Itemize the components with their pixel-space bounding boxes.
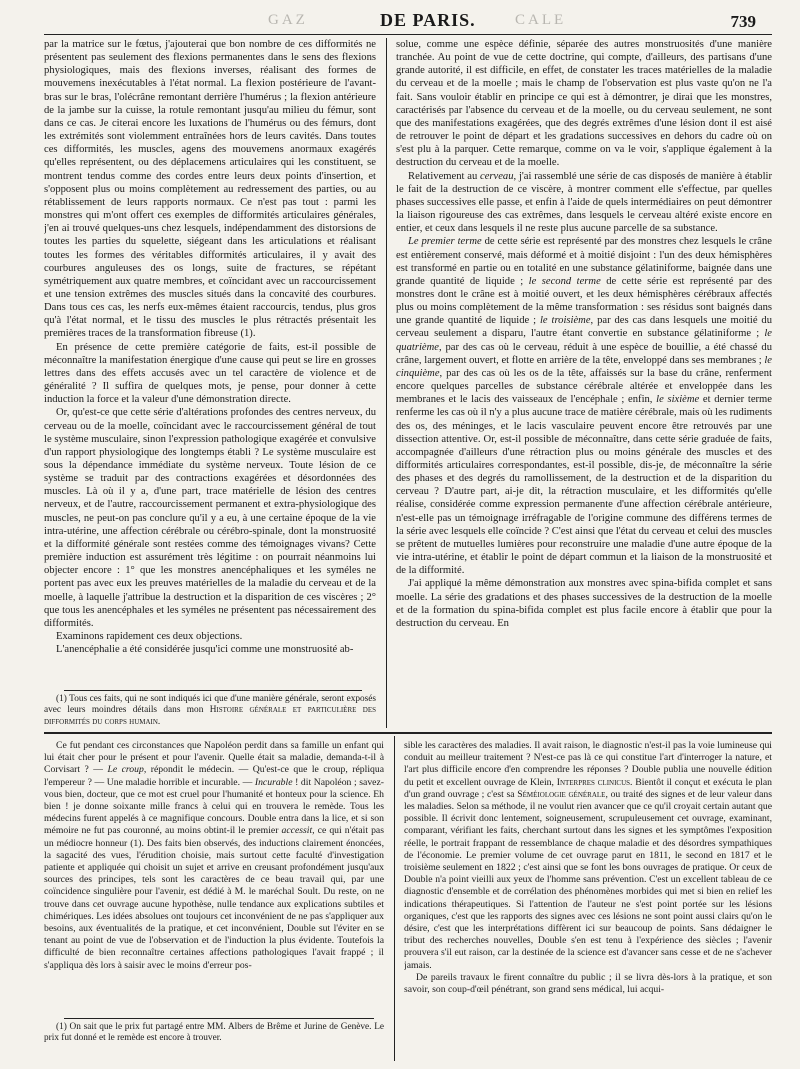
text-run: de cette série est représenté par des monstres chez lesquels le crâne est entièrement conservé, mais déformé et à moitié disjoint : l'un des deux hémisphères est transformé en partie ou en totalité en une substance gélatiniforme, baignée dans une grande quantité de liquide ; bbox=[396, 236, 772, 287]
paragraph: par la matrice sur le fœtus, j'ajouterai que bon nombre de ces difformités ne présentent pas seulement des flexions permanentes dans le sens des flexions physiologiques, mais des flexions inverses, réalisant des formes de mouvemens inexécutables à l'état normal. La flexion postérieure de l'avant-bras sur le bras, l'olécrâne remontant derrière l'humérus ; la flexion antérieure de la jambe sur la cuisse, la rotule remontant jusqu'au milieu du fémur, sont dans ce cas. Je citerai encore les luxations de l'humérus ou des fémurs, dont les extrémités sont violemment entraînées hors de leurs cavités. Dans toutes ces difformités, les muscles, agens des mouvemens anormaux exagérés qu'elles représentent, ou des déplacemens articulaires qui les constituent, se montrent tendus comme des cordes entre leurs deux points d'insertion, et s'opposent plus ou moins complètement au redressement des parties, ou au rétablissement de leurs rapports normaux. Ce n'est pas tout : parmi les monstres qui m'ont offert ces exemples de difformités articulaires générales, j'en ai trouvé quelques-uns chez lesquels, indépendamment des distorsions de toutes les parties du squelette, siégeant dans les articulations et réalisant toutes les formes des véritables difformités articulaires, il y avait des courbures anguleuses des os longs, suite de fractures, se répétant symétriquement aux quatre membres, et coïncidant avec un raccourcissement et une tension extrêmes des muscles situés dans la concavité des courbures. Dans tous ces cas, les nerfs eux-mêmes étaient raccourcis, tendus, plus gros qu'à l'état normal, et le tissu des muscles le plus rétractés présentait les premières traces de la transformation fibreuse (1). bbox=[44, 39, 376, 340]
text-run: , par des cas dans lesquels une moitié du cerveau seulement a disparu, l'autre étant convertie en substance gélatiniforme ; bbox=[396, 315, 772, 340]
running-head-ghost-left: GAZ bbox=[268, 12, 308, 28]
text-run: sible les caractères des maladies. Il avait raison, le diagnostic n'est-il pas la voie lumineuse qui conduit au meilleur traitement ? N'est-ce pas là ce qui constitue l'art d'interroger la nature, et l'art plus difficile encore d'en comprendre les réponses ? Double publia une nouvelle édition du petit et excellent ouvrage de Klein, bbox=[404, 740, 772, 788]
emphasis: accessit bbox=[281, 825, 313, 837]
lower-right-column bbox=[404, 740, 772, 1062]
paragraph: De pareils travaux le firent connaître du public ; il se livra dès-lors à la pratique, et son savoir, son coup-d'œil pénétrant, son grand sens médical, lui acqui- bbox=[404, 971, 772, 996]
upper-left-column bbox=[44, 38, 376, 688]
footnote-text: (1) Tous ces faits, qui ne sont indiqués ici que d'une manière générale, seront exposés avec leurs moindres détails dans mon bbox=[44, 694, 376, 716]
paragraph: J'ai appliqué la même démonstration aux monstres avec spina-bifida complet et sans moelle. La série des gradations et des phases successives de la destruction de la moelle et de la formation du spina-bifida complet est plus facile encore à établir que pour la destruction du cerveau. En bbox=[396, 578, 772, 629]
header-rule bbox=[44, 34, 772, 35]
footnote bbox=[44, 694, 376, 728]
text-run: . Bientôt il conçut et exécuta le plan d'un grand ouvrage ; c'est sa bbox=[404, 776, 772, 800]
paragraph bbox=[404, 740, 772, 972]
page-number: 739 bbox=[730, 12, 756, 31]
text-run: , par des cas où le cerveau, réduit à une espèce de bouillie, a été chassé du crâne, largement ouvert, et flotte en arrière de la tête, enveloppé dans ses membranes ; bbox=[396, 341, 772, 366]
paragraph: solue, comme une espèce définie, séparée des autres monstruosités d'une manière tranchée. Au point de vue de cette doctrine, qui compte, d'ailleurs, des partisans d'une grande autorité, il est difficile, en effet, de constater les traces matérielles de la maladie du cerveau et de la moelle ; mais le champ de l'observation est plus vaste qu'on ne l'a fait. Sans vouloir établir en principe ce qui est à démontrer, je dirai que les monstres, caractérisés par l'absence du cerveau et de la moelle, ou du cerveau seulement, ne sont que des manifestations exagérées, que des degrés extrêmes d'une lésion dont il est aisé de retrouver le point de départ et les gradations successives en dehors du cadre où on s'est plu à la parquer. Cette remarque, comme on va le voir, s'applique également à la destruction du cerveau et de la moelle. bbox=[396, 39, 772, 169]
upper-footnote-rule bbox=[64, 690, 362, 691]
upper-left-footnote bbox=[44, 694, 376, 730]
text-run: de cette série est représenté par des monstres dont le crâne est à moitié ouvert, et les deux hémisphères cérébraux affectés plus ou moins complètement de la même transformation : ses résidus sont baignés dans une grande quantité de liquide ; bbox=[396, 275, 772, 327]
paragraph bbox=[396, 235, 772, 577]
emphasis: le sixième bbox=[656, 394, 700, 406]
emphasis: le second terme bbox=[528, 275, 601, 287]
text-run: , par des cas où les os de la tête, affaissés sur la base du crâne, renferment encore quelques parcelles de substance cérébrale altérée et enveloppée dans les membranes et le lacis des vaisseaux de l'encéphale ; enfin, bbox=[396, 367, 772, 406]
footnote: (1) On sait que le prix fut partagé entre MM. Albers de Brême et Jurine de Genève. Le prix fut donné et le remède est encore à trouver. bbox=[44, 1022, 384, 1044]
book-title: Séméiologie générale bbox=[517, 788, 606, 800]
paragraph bbox=[44, 740, 384, 972]
emphasis: le cinquième bbox=[396, 354, 772, 379]
upper-column-divider bbox=[386, 38, 387, 728]
lower-footnote-rule bbox=[64, 1018, 374, 1019]
paragraph: En présence de cette première catégorie de faits, est-il possible de méconnaître la manifestation énergique d'une cause qui peut se lire en grosses lettres dans des effets accusés avec un tel caractère de violence et de généralité ? Il suffira de quelques mots, je pense, pour donner à cette induction la force et la valeur d'une démonstration directe. bbox=[44, 341, 376, 406]
emphasis: Incurable bbox=[254, 776, 293, 788]
text-run: , répondit le médecin. — Qu'est-ce que le croup, répliqua l'empereur ? — Une maladie horrible et incurable. — bbox=[44, 764, 384, 788]
footnote-book-title: Histoire générale et particulière des difformités du corps humain. bbox=[44, 705, 376, 727]
upper-right-column bbox=[396, 38, 772, 728]
text-run: Ce fut pendant ces circonstances que Napoléon perdit dans sa famille un enfant qui lui était cher pour le présent et pour l'avenir. Quelle était sa maladie, demanda-t-il à Corvisart ? — bbox=[44, 740, 384, 776]
running-head-title: DE PARIS. bbox=[380, 10, 476, 30]
text-run: ! dit Napoléon ; savez-vous bien, docteur, que ce mot est cruel pour l'humanité et honteux pour la science. Eh bien ! je donne soixante mille francs à celui qui en trouvera le remède. Tous les médecins furent appelés à ce magnifique concours. Double entra dans la lice, et si son mémoire ne fut pas couronné, au moins obtint-il le premier bbox=[44, 776, 384, 837]
emphasis: cerveau bbox=[480, 170, 514, 182]
emphasis: Le croup bbox=[107, 764, 144, 776]
lower-left-column bbox=[44, 740, 384, 1014]
emphasis: Le premier terme bbox=[408, 236, 482, 248]
book-title: Interpres clinicus bbox=[556, 776, 631, 788]
paragraph: Or, qu'est-ce que cette série d'altérations profondes des centres nerveux, du cerveau ou de la moelle, coïncidant avec le raccourcissement général de tout le système musculaire, sinon l'expression pathologique exagérée et convulsive d'un rapport physiologique des longtemps établi ? Le système musculaire est sous la dépendance immédiate du système nerveux. Toute lésion de ce système se traduit par des contractions exagérées et désordonnées des muscles. Là où il y a, d'une part, trace matérielle de lésion des centres nerveux, et de l'autre, raccourcissement permanent et extra-physiologique des muscles, ne peut-on pas conclure qu'il y a eu, à une certaine époque de la vie intra-utérine, une affection cérébrale ou cérébro-spinale, dont la monstruosité et la difformité générale sont restées comme des témoignages vivans? Cette première induction est assurément très légitime : on pourrait néanmoins lui objecter encore : 1° que les monstres anencéphaliques et les syméles ne portent pas avec eux les preuves matérielles de la maladie du cerveau et de la moelle, à laquelle j'attribue la destruction et la disparition de ces viscères ; 2° que tous les anencéphales et les syméles ne présentent pas nécessairement des difformités. bbox=[44, 407, 376, 629]
running-head-ghost-right: CALE bbox=[515, 12, 567, 28]
text-run: et dernier terme renferme les cas où il n'y a plus aucune trace de matière cérébrale, mais où les rudiments des os, des méninges, et le lacis vasculaire peuvent encore être retrouvés par une dissection attentive. Or, est-il possible de méconnaître, dans cette série graduée de faits, accompagnée d'ailleurs d'une rétraction plus ou moins générale des muscles et des difformités articulaires correspondantes, est-il possible, dis-je, de méconnaître la série des phases et des degrés du ramollissement, de la destruction et de la disparition du cerveau ? D'autre part, ai-je dit, la rétraction musculaire, et les difformités qu'elle réalise, considérée comme expression permanente d'une affection cérébrale antérieure, n'est-elle pas un témoignage irréfragable de l'origine commune des différens termes de la série avec lesquels elle coïncide ? C'est ainsi que l'état du cerveau et celui des muscles se prêtent de mutuelles lumières pour reconstruire une maladie d'une autre époque de la vie intra-utérine, et établir le point de départ commun et la liaison de la monstruosité et de la difformité. bbox=[396, 394, 772, 577]
paragraph bbox=[396, 170, 772, 236]
section-divider bbox=[44, 732, 772, 734]
text-run: Relativement au bbox=[408, 170, 480, 182]
emphasis: le quatrième bbox=[396, 328, 772, 353]
paragraph: L'anencéphalie a été considérée jusqu'ici comme une monstruosité ab- bbox=[56, 644, 354, 656]
text-run: , ce qui n'était pas un médiocre honneur (1). Des faits bien observés, des inductions clairement énoncées, la sagacité des vues, l'érudition choisie, mais surtout cette faculté d'investigation patiente et appliquée qui choisit un sujet et arrive en creusant profondément jusqu'aux sources des principes, tels sont les caractères de ce beau travail qui, par une coïncidence singulière pour l'avenir, est dédié à M. le maréchal Soult. Du reste, on ne trouve dans cet ouvrage aucune hypothèse, nulle tendance aux explications subtiles et chimériques. Les idées absolues ont toujours cet inconvénient de ne pas s'appliquer aux besoins, aux éventualités de la pratique, et cet inconvénient, Double sut l'éviter en se tenant au point de vue de l'observation et de l'induction la plus évidente. Toutefois la difficulté de bien reconnaître certaines affections pathologiques l'avait frappé ; il s'appliqua dès lors à saisir avec le moins d'erreur pos- bbox=[44, 825, 384, 971]
text-run: , ou traité des signes et de leur valeur dans les maladies. Selon sa méthode, il ne voulut rien avancer que ce qu'il croyait certain autant que possible. Il écrivit donc lentement, soigneusement, scrupuleusement cet ouvrage, examinant, comparant, vérifiant les faits, cherchant surtout dans les signes et les symptômes l'exposition réelle, le portrait frappant de ressemblance de chaque maladie et des désordres sympathiques de l'économie. Le premier volume de cet ouvrage parut en 1811, le second en 1817 et le troisième seulement en 1822 ; c'est ainsi que se font les bons ouvrages de pratique. Or ceux de Double n'a point vieilli aux yeux de l'homme sans prévention. C'est un excellent tableau de ce diagnostic d'ensemble et de corrélation des phénomènes morbides qui met si bien en relief les indications thérapeutiques. Si l'attention de l'auteur ne s'est point portée sur les lésions organiques, c'est que les rapports des signes avec ces lésions ne sont point aussi clairs qu'on le désire, c'est que les interprétations diffèrent ici sur beaucoup de points. Sans dédaigner le tribut des recherches nouvelles, Double s'en est tenu à l'expérience des siècles ; l'avenir prouvera s'il eut raison, car la destinée de la science est d'avancer sans cesse et de ne s'achever jamais. bbox=[404, 788, 772, 971]
emphasis: le troisième bbox=[539, 315, 591, 327]
paragraph: Examinons rapidement ces deux objections. bbox=[56, 631, 243, 643]
lower-column-divider bbox=[394, 736, 395, 1061]
lower-left-footnote bbox=[44, 1022, 384, 1062]
text-run: , j'ai rassemblé une série de cas disposés de manière à établir le fait de la destruction de ce viscère, à montrer comment elle s'effectue, par quelles phases successives elle passe, et enfin à l'aide de quels intermédiaires on peut démontrer la liaison rigoureuse des cas extrêmes, dans lesquels le cerveau altéré existe encore en entier, et ceux dans lesquels il ne reste plus aucune parcelle de sa substance. bbox=[396, 170, 772, 235]
